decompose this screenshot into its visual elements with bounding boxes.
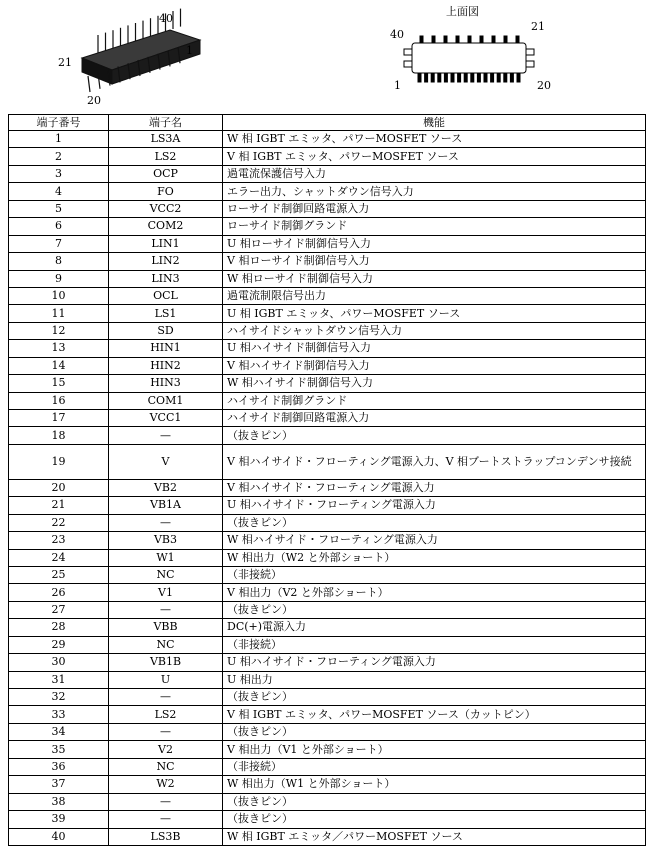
pin-name-cell: VB3 [109, 532, 223, 549]
pin-table-row [9, 235, 646, 252]
pin-number-cell: 16 [9, 392, 109, 409]
pin-table-row [9, 514, 646, 531]
top-view-pin [438, 73, 441, 82]
top-view-pin [456, 36, 459, 43]
pin-function-cell: V 相 IGBT エミッタ、パワーMOSFET ソース [223, 148, 646, 165]
pin-number-cell: 9 [9, 270, 109, 287]
pin-function-cell: （抜きピン） [223, 793, 646, 810]
pin-number-cell: 32 [9, 689, 109, 706]
top-view-pin [471, 73, 474, 82]
pin-number-cell: 38 [9, 793, 109, 810]
pin-function-cell: W 相 IGBT エミッタ、パワーMOSFET ソース [223, 131, 646, 148]
top-view-pin [517, 73, 520, 82]
package-pin-label-40: 40 [159, 12, 173, 25]
pin-table-row [9, 689, 646, 706]
pin-function-cell: ローサイド制御回路電源入力 [223, 200, 646, 217]
top-view-pin [418, 73, 421, 82]
pin-name-cell: HIN3 [109, 375, 223, 392]
pin-number-cell: 25 [9, 566, 109, 583]
pin-number-cell: 18 [9, 427, 109, 444]
pin-name-cell: V2 [109, 741, 223, 758]
pin-number-cell: 5 [9, 200, 109, 217]
top-view-label-1: 1 [394, 79, 401, 92]
pin-table-row [9, 322, 646, 339]
pin-function-cell: 過電流保護信号入力 [223, 165, 646, 182]
pin-function-cell: U 相ハイサイド・フローティング電源入力 [223, 497, 646, 514]
pin-function-cell: W 相 IGBT エミッタ／パワーMOSFET ソース [223, 828, 646, 845]
pin-name-cell: OCL [109, 287, 223, 304]
pin-table-row [9, 357, 646, 374]
pin-table-row [9, 671, 646, 688]
pin-number-cell: 15 [9, 375, 109, 392]
top-view-pin [516, 36, 519, 43]
pin-table-row [9, 287, 646, 304]
pin-number-cell: 35 [9, 741, 109, 758]
pin-name-cell: OCP [109, 165, 223, 182]
pin-name-cell: VCC1 [109, 410, 223, 427]
pin-function-cell: ハイサイド制御グランド [223, 392, 646, 409]
pin-function-cell: V 相ハイサイド・フローティング電源入力、V 相ブートストラップコンデンサ接続 [223, 444, 646, 479]
top-view-pin [497, 73, 500, 82]
pin-name-cell: LIN1 [109, 235, 223, 252]
top-view-pin [477, 73, 480, 82]
pin-number-cell: 37 [9, 776, 109, 793]
pin-name-cell: — [109, 723, 223, 740]
pin-table-row [9, 566, 646, 583]
pin-table-row [9, 218, 646, 235]
pin-table-row [9, 479, 646, 496]
pin-name-cell: LS2 [109, 706, 223, 723]
pin-function-cell: U 相出力 [223, 671, 646, 688]
pin-name-cell: VB2 [109, 479, 223, 496]
pin-name-cell: NC [109, 636, 223, 653]
pin-function-cell: V 相ハイサイド・フローティング電源入力 [223, 479, 646, 496]
pin-table-row [9, 427, 646, 444]
pin-name-cell: VB1A [109, 497, 223, 514]
package-pin-label-20: 20 [87, 94, 101, 107]
top-view-pin [468, 36, 471, 43]
pin-name-cell: — [109, 793, 223, 810]
pin-number-cell: 8 [9, 253, 109, 270]
pin-table [8, 114, 646, 846]
pin-number-cell: 28 [9, 619, 109, 636]
pin-function-cell: （抜きピン） [223, 689, 646, 706]
pin-function-cell: （抜きピン） [223, 427, 646, 444]
top-view-pin [510, 73, 513, 82]
pin-number-cell: 12 [9, 322, 109, 339]
pin-table-row [9, 340, 646, 357]
pin-function-cell: ローサイド制御グランド [223, 218, 646, 235]
pin-number-cell: 36 [9, 758, 109, 775]
top-view-pin [504, 36, 507, 43]
pin-number-cell: 29 [9, 636, 109, 653]
pin-function-cell: U 相ハイサイド制御信号入力 [223, 340, 646, 357]
pin-table-row [9, 758, 646, 775]
pin-table-row [9, 270, 646, 287]
pin-function-cell: （非接続） [223, 636, 646, 653]
pin-function-cell: U 相 IGBT エミッタ、パワーMOSFET ソース [223, 305, 646, 322]
pin-table-row [9, 654, 646, 671]
top-view-label-21: 21 [531, 20, 545, 33]
pin-name-cell: VCC2 [109, 200, 223, 217]
pin-name-cell: LS2 [109, 148, 223, 165]
pin-name-cell: V [109, 444, 223, 479]
pin-function-cell: ハイサイドシャットダウン信号入力 [223, 322, 646, 339]
pin-number-cell: 21 [9, 497, 109, 514]
pin-number-cell: 31 [9, 671, 109, 688]
pin-table-row [9, 532, 646, 549]
pin-number-cell: 30 [9, 654, 109, 671]
pin-function-cell: V 相ハイサイド制御信号入力 [223, 357, 646, 374]
pin-number-cell: 10 [9, 287, 109, 304]
pin-name-cell: HIN1 [109, 340, 223, 357]
pin-name-cell: — [109, 601, 223, 618]
pin-name-cell: LIN3 [109, 270, 223, 287]
pin-table-row [9, 200, 646, 217]
pin-name-cell: U [109, 671, 223, 688]
pin-table-row [9, 811, 646, 828]
header-function: 機能 [223, 115, 646, 131]
pin-name-cell: VB1B [109, 654, 223, 671]
pin-number-cell: 39 [9, 811, 109, 828]
top-view-pin [491, 73, 494, 82]
pin-name-cell: LIN2 [109, 253, 223, 270]
pin-table-row [9, 723, 646, 740]
top-view-pin [451, 73, 454, 82]
top-view-label-40: 40 [390, 28, 404, 41]
top-view-pin [425, 73, 428, 82]
header-pin-name: 端子名 [109, 115, 223, 131]
pin-number-cell: 22 [9, 514, 109, 531]
pin-table-row [9, 793, 646, 810]
pin-table-row [9, 253, 646, 270]
pin-name-cell: NC [109, 758, 223, 775]
pin-table-body [9, 131, 646, 846]
pin-table-row [9, 305, 646, 322]
package-pin [88, 76, 90, 92]
pin-table-row [9, 636, 646, 653]
top-view-pin [444, 73, 447, 82]
pin-table-row [9, 165, 646, 182]
pin-function-cell: 過電流制限信号出力 [223, 287, 646, 304]
pin-number-cell: 33 [9, 706, 109, 723]
pin-table-row [9, 375, 646, 392]
pin-function-cell: U 相ローサイド制御信号入力 [223, 235, 646, 252]
pin-name-cell: HIN2 [109, 357, 223, 374]
top-view-pin [458, 73, 461, 82]
pin-function-cell: W 相出力（W2 と外部ショート） [223, 549, 646, 566]
pin-function-cell: DC(+)電源入力 [223, 619, 646, 636]
figure-area [0, 0, 651, 114]
top-view-pin [480, 36, 483, 43]
package-pin-label-1: 1 [186, 44, 193, 57]
top-view-pin [464, 73, 467, 82]
pin-number-cell: 13 [9, 340, 109, 357]
pin-function-cell: （非接続） [223, 566, 646, 583]
pin-number-cell: 26 [9, 584, 109, 601]
pin-name-cell: NC [109, 566, 223, 583]
pin-function-cell: W 相ハイサイド・フローティング電源入力 [223, 532, 646, 549]
pin-number-cell: 23 [9, 532, 109, 549]
pin-function-cell: W 相出力（W1 と外部ショート） [223, 776, 646, 793]
pin-function-cell: ハイサイド制御回路電源入力 [223, 410, 646, 427]
pin-number-cell: 3 [9, 165, 109, 182]
pin-name-cell: W2 [109, 776, 223, 793]
top-view-pin [431, 73, 434, 82]
pin-table-header [9, 115, 646, 131]
pin-function-cell: V 相出力（V1 と外部ショート） [223, 741, 646, 758]
pin-function-cell: V 相ローサイド制御信号入力 [223, 253, 646, 270]
top-view-title: 上面図 [446, 5, 479, 18]
pin-name-cell: — [109, 811, 223, 828]
pin-name-cell: — [109, 689, 223, 706]
top-view-pin [444, 36, 447, 43]
pin-number-cell: 24 [9, 549, 109, 566]
pin-number-cell: 2 [9, 148, 109, 165]
pin-number-cell: 34 [9, 723, 109, 740]
pin-function-cell: W 相ローサイド制御信号入力 [223, 270, 646, 287]
pin-table-row [9, 549, 646, 566]
pin-function-cell: （抜きピン） [223, 811, 646, 828]
pin-number-cell: 7 [9, 235, 109, 252]
pin-function-cell: （抜きピン） [223, 601, 646, 618]
top-view-pin [492, 36, 495, 43]
pin-name-cell: W1 [109, 549, 223, 566]
pin-number-cell: 19 [9, 444, 109, 479]
pin-table-row [9, 584, 646, 601]
pin-name-cell: LS3A [109, 131, 223, 148]
pin-function-cell: （非接続） [223, 758, 646, 775]
pin-name-cell: COM2 [109, 218, 223, 235]
top-view-pin [484, 73, 487, 82]
pin-name-cell: SD [109, 322, 223, 339]
pin-table-row [9, 601, 646, 618]
pin-name-cell: LS1 [109, 305, 223, 322]
header-pin-number: 端子番号 [9, 115, 109, 131]
pin-number-cell: 11 [9, 305, 109, 322]
pin-name-cell: V1 [109, 584, 223, 601]
pin-table-row [9, 392, 646, 409]
pin-name-cell: — [109, 514, 223, 531]
pin-name-cell: — [109, 427, 223, 444]
pin-table-row [9, 148, 646, 165]
pin-function-cell: （抜きピン） [223, 514, 646, 531]
pin-name-cell: COM1 [109, 392, 223, 409]
pin-table-row [9, 828, 646, 845]
pin-number-cell: 1 [9, 131, 109, 148]
top-view-pin [432, 36, 435, 43]
pin-table-row [9, 741, 646, 758]
pin-number-cell: 6 [9, 218, 109, 235]
pin-number-cell: 20 [9, 479, 109, 496]
top-view-label-20: 20 [537, 79, 551, 92]
pin-table-row [9, 410, 646, 427]
pin-number-cell: 40 [9, 828, 109, 845]
pin-table-row [9, 706, 646, 723]
pin-name-cell: VBB [109, 619, 223, 636]
pin-number-cell: 4 [9, 183, 109, 200]
pin-number-cell: 17 [9, 410, 109, 427]
pin-table-row [9, 776, 646, 793]
top-view-pin [504, 73, 507, 82]
pin-function-cell: V 相 IGBT エミッタ、パワーMOSFET ソース（カットピン） [223, 706, 646, 723]
pin-table-row [9, 497, 646, 514]
top-view-pin [420, 36, 423, 43]
pin-table-row [9, 444, 646, 479]
pin-function-cell: V 相出力（V2 と外部ショート） [223, 584, 646, 601]
pin-table-row [9, 183, 646, 200]
pin-function-cell: W 相ハイサイド制御信号入力 [223, 375, 646, 392]
pin-function-cell: エラー出力、シャットダウン信号入力 [223, 183, 646, 200]
pin-number-cell: 14 [9, 357, 109, 374]
pin-name-cell: LS3B [109, 828, 223, 845]
pin-name-cell: FO [109, 183, 223, 200]
pin-function-cell: U 相ハイサイド・フローティング電源入力 [223, 654, 646, 671]
pin-table-row [9, 131, 646, 148]
pin-table-row [9, 619, 646, 636]
top-view-drawing [404, 36, 534, 82]
pin-number-cell: 27 [9, 601, 109, 618]
package-pin-label-21: 21 [58, 56, 72, 69]
pin-function-cell: （抜きピン） [223, 723, 646, 740]
